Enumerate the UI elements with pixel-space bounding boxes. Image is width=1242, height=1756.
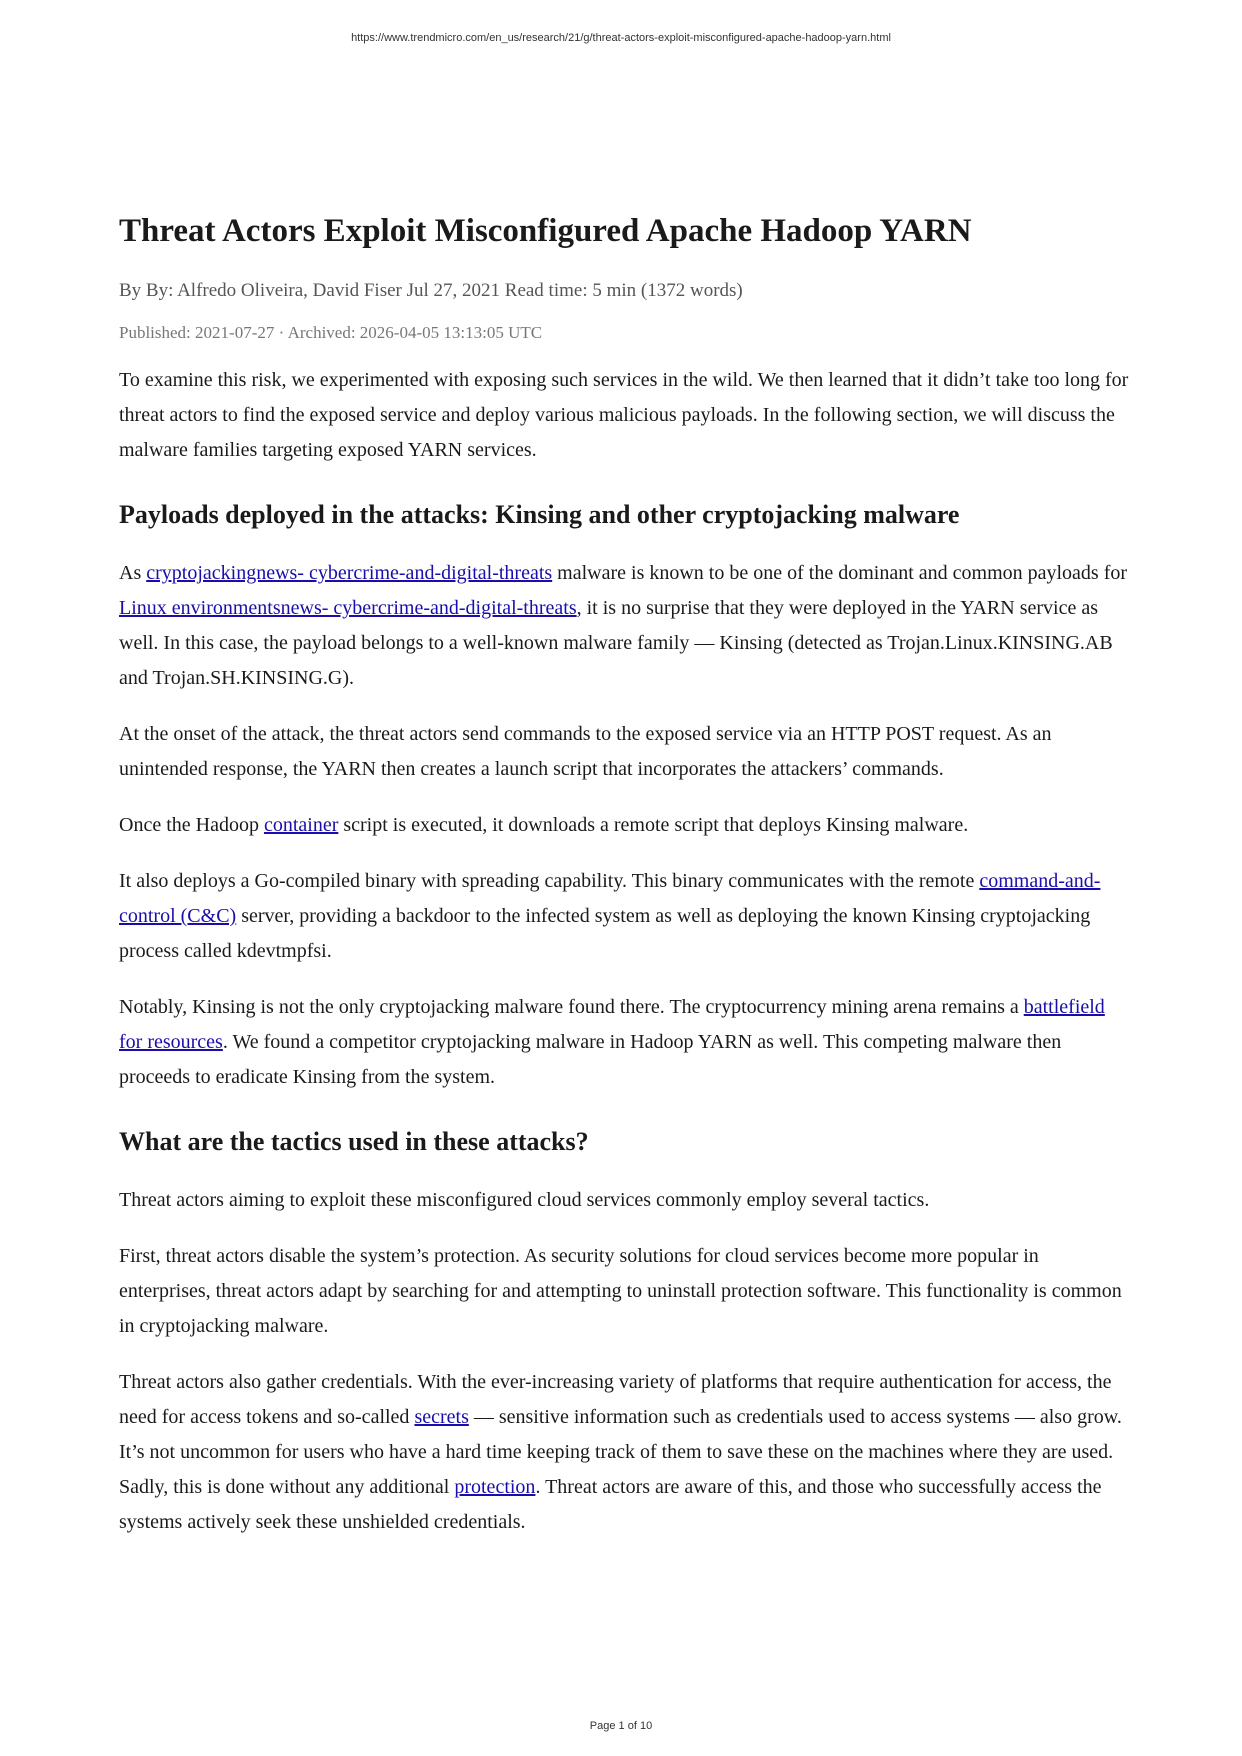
link-container[interactable]: container <box>263 814 339 837</box>
link-secrets[interactable]: secrets <box>414 1406 469 1429</box>
text-segment: Notably, Kinsing is not the only cryptojacking malware found there. The cryptocurrency mining arena remains a <box>119 996 1024 1019</box>
text-segment: Threat actors also gather credentials. With the ever-increasing variety of platforms that require authentication for access, the need for access tokens and so-called <box>119 1371 1112 1429</box>
paragraph-disable-protection: First, threat actors disable the system’s protection. As security solutions for cloud services become more popular in enterprises, threat actors adapt by searching for and attempting to uninstall protection software. This functionality is common in cryptojacking malware. <box>119 1245 1122 1338</box>
text-segment: — sensitive information such as credentials used to access systems — also grow. It’s not uncommon for users who have a hard time keeping track of them to save these on the machines where they are used. Sadly, this is done without any additional <box>119 1406 1122 1499</box>
link-command-and-control[interactable]: command-and-control (C&C) <box>119 870 1101 928</box>
text-segment: malware is known to be one of the dominant and common payloads for <box>552 562 1128 585</box>
section-heading-payloads: Payloads deployed in the attacks: Kinsing and other cryptojacking malware <box>119 499 960 529</box>
text-segment: script is executed, it downloads a remote script that deploys Kinsing malware. <box>338 814 969 837</box>
paragraph-tactics-intro: Threat actors aiming to exploit these misconfigured cloud services commonly employ several tactics. <box>119 1189 930 1212</box>
section-heading-tactics: What are the tactics used in these attacks? <box>119 1127 589 1157</box>
paragraph-container <box>119 808 1129 843</box>
paragraph-cryptojacking <box>119 556 1129 696</box>
text-segment: . We found a competitor cryptojacking malware in Hadoop YARN as well. This competing malware then proceeds to eradicate Kinsing from the system. <box>119 1031 1062 1089</box>
paragraph-intro: To examine this risk, we experimented with exposing such services in the wild. We then learned that it didn’t take too long for threat actors to find the exposed service and deploy various malicious payloads. In the following section, we will discuss the malware families targeting exposed YARN services. <box>119 368 1129 461</box>
text-segment: . Threat actors are aware of this, and those who successfully access the systems actively seek these unshielded credentials. <box>119 1476 1102 1534</box>
paragraph-credentials <box>119 1365 1129 1540</box>
article-meta: Published: 2021-07-27 · Archived: 2026-04-05 13:13:05 UTC <box>119 323 543 343</box>
article-byline: By By: Alfredo Oliveira, David Fiser Jul 27, 2021 Read time: 5 min (1372 words) <box>119 279 743 301</box>
text-segment: , it is no surprise that they were deployed in the YARN service as well. In this case, the payload belongs to a well-known malware family — Kinsing (detected as Trojan.Linux.KINSING.AB and Trojan.SH.KINSING.G). <box>119 597 1113 690</box>
link-protection[interactable]: protection <box>454 1476 536 1499</box>
text-segment: Once the Hadoop <box>119 814 264 837</box>
article-title: Threat Actors Exploit Misconfigured Apache Hadoop YARN <box>119 213 972 249</box>
link-linux-environments[interactable]: Linux environmentsnews- cybercrime-and-digital-threats <box>119 597 577 620</box>
paragraph-go-binary <box>119 864 1129 969</box>
page-number: Page 1 of 10 <box>589 1720 653 1732</box>
paragraph-competitor <box>119 990 1129 1095</box>
link-cryptojacking[interactable]: cryptojackingnews- cybercrime-and-digital-threats <box>146 562 553 585</box>
text-segment: As <box>119 562 147 585</box>
paragraph-attack-onset: At the onset of the attack, the threat actors send commands to the exposed service via an HTTP POST request. As an unintended response, the YARN then creates a launch script that incorporates the attackers’ commands. <box>119 723 1052 781</box>
text-segment: server, providing a backdoor to the infected system as well as deploying the known Kinsing cryptojacking process called kdevtmpfsi. <box>119 905 1091 963</box>
text-segment: It also deploys a Go-compiled binary with spreading capability. This binary communicates with the remote <box>119 870 980 893</box>
page-url-header: https://www.trendmicro.com/en_us/research/21/g/threat-actors-exploit-misconfigured-apache-hadoop-yarn.html <box>351 32 891 44</box>
link-battlefield-for-resources[interactable]: battlefield for resources <box>119 996 1105 1054</box>
article-body <box>119 212 1129 1561</box>
